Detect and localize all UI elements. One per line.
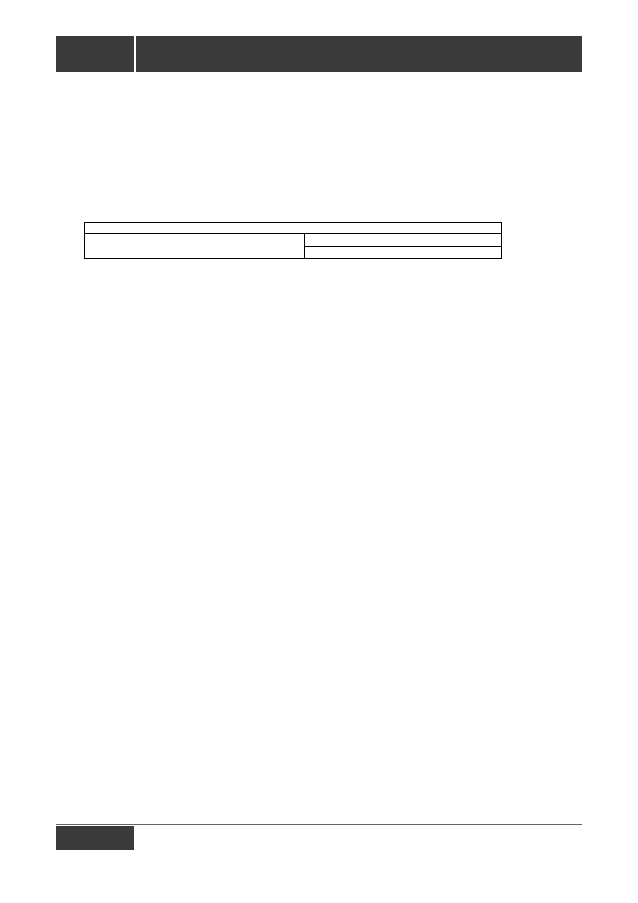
footer-divider [56, 824, 582, 825]
intelligence-desc [85, 234, 305, 258]
intelligence-box [84, 222, 502, 259]
header-date [56, 36, 134, 72]
header-title [136, 36, 582, 72]
footer-copyright [136, 826, 582, 850]
intelligence-head [85, 223, 501, 234]
iq-category [305, 247, 501, 259]
page-number [56, 826, 134, 850]
iq-score [305, 234, 501, 247]
